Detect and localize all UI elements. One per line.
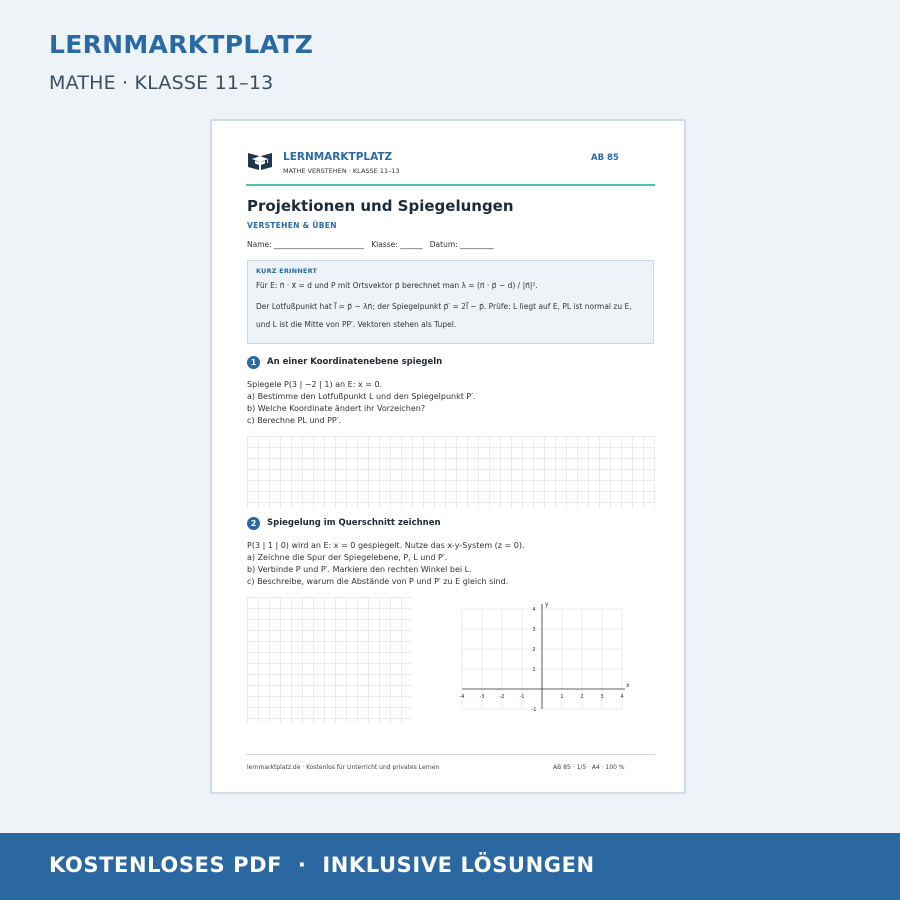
x-axis-label: x: [626, 682, 630, 689]
reminder-box: [247, 260, 654, 344]
x-tick-label: 2: [580, 694, 584, 700]
task-heading: Spiegelung im Querschnitt zeichnen: [267, 518, 441, 528]
worksheet-subtitle: VERSTEHEN & ÜBEN: [247, 221, 337, 230]
bottom-banner: [0, 833, 900, 900]
y-tick-label: -1: [531, 707, 537, 713]
y-tick-label: 2: [532, 647, 536, 653]
answer-grid: [247, 436, 655, 508]
task-line: a) Zeichne die Spur der Spiegelebene, P, L und P′.: [247, 553, 448, 562]
task-line: Spiegele P(3 | −2 | 1) an E: x = 0.: [247, 380, 383, 389]
task-line: b) Verbinde P und P′. Markiere den rechten Winkel bei L.: [247, 565, 472, 574]
footer-right: AB 85 · 1/5 · A4 · 100 %: [553, 764, 625, 771]
reminder-line: und L ist die Mitte von PP′. Vektoren stehen als Tupel.: [256, 320, 457, 329]
banner-text: KOSTENLOSES PDF · INKLUSIVE LÖSUNGEN: [49, 853, 595, 877]
y-tick-label: 1: [532, 667, 536, 673]
task-line: P(3 | 1 | 0) wird an E: x = 0 gespiegelt. Nutze das x-y-System (z = 0).: [247, 541, 525, 550]
y-tick-label: 4: [532, 607, 536, 613]
header-divider: [246, 184, 655, 186]
x-tick-label: -1: [519, 694, 525, 700]
sheet-brand-subtitle: MATHE VERSTEHEN · KLASSE 11–13: [283, 167, 400, 175]
worksheet-title: Projektionen und Spiegelungen: [247, 197, 514, 215]
x-tick-label: -4: [459, 694, 465, 700]
y-tick-label: 3: [532, 627, 536, 633]
task-line: c) Berechne PL und PP′.: [247, 416, 342, 425]
reminder-line: Für E: n⃗ · x⃗ = d und P mit Ortsvektor p⃗ berechnet man λ = (n⃗ · p⃗ − d) / |n⃗|².: [256, 281, 538, 290]
x-tick-label: -2: [499, 694, 505, 700]
sheet-brand: LERNMARKTPLATZ: [283, 151, 393, 163]
sheet-code: AB 85: [591, 153, 619, 163]
task-number-badge: 1: [247, 356, 260, 369]
sketch-grid: [247, 597, 411, 723]
name-class-date-line: Name: ________________________ Klasse: ______ Datum: _________: [247, 240, 494, 249]
worksheet-preview[interactable]: [210, 119, 686, 794]
footer-divider: [246, 754, 655, 755]
brand-subtitle: MATHE · KLASSE 11–13: [49, 72, 274, 94]
brand-title: LERNMARKTPLATZ: [49, 30, 314, 59]
task-number-badge: 2: [247, 517, 260, 530]
x-tick-label: 1: [560, 694, 564, 700]
task-line: b) Welche Koordinate ändert ihr Vorzeichen?: [247, 404, 426, 413]
x-tick-label: 3: [600, 694, 604, 700]
reminder-title: KURZ ERINNERT: [256, 267, 318, 275]
reminder-line: Der Lotfußpunkt hat l⃗ = p⃗ − λn⃗; der Spiegelpunkt p⃗′ = 2l⃗ − p⃗. Prüfe: L liegt auf E, PL ist normal zu E,: [256, 302, 632, 311]
y-axis-label: y: [545, 601, 549, 608]
x-tick-label: -3: [479, 694, 485, 700]
task-line: a) Bestimme den Lotfußpunkt L und den Spiegelpunkt P′.: [247, 392, 476, 401]
graduation-cap-book-icon: [247, 149, 273, 171]
x-tick-label: 4: [620, 694, 624, 700]
task-heading: An einer Koordinatenebene spiegeln: [267, 357, 443, 367]
footer-left: lernmarktplatz.de · Kostenlos für Unterricht und privates Lernen: [247, 764, 440, 771]
task-line: c) Beschreibe, warum die Abstände von P und P′ zu E gleich sind.: [247, 577, 509, 586]
coordinate-system: [452, 593, 632, 713]
